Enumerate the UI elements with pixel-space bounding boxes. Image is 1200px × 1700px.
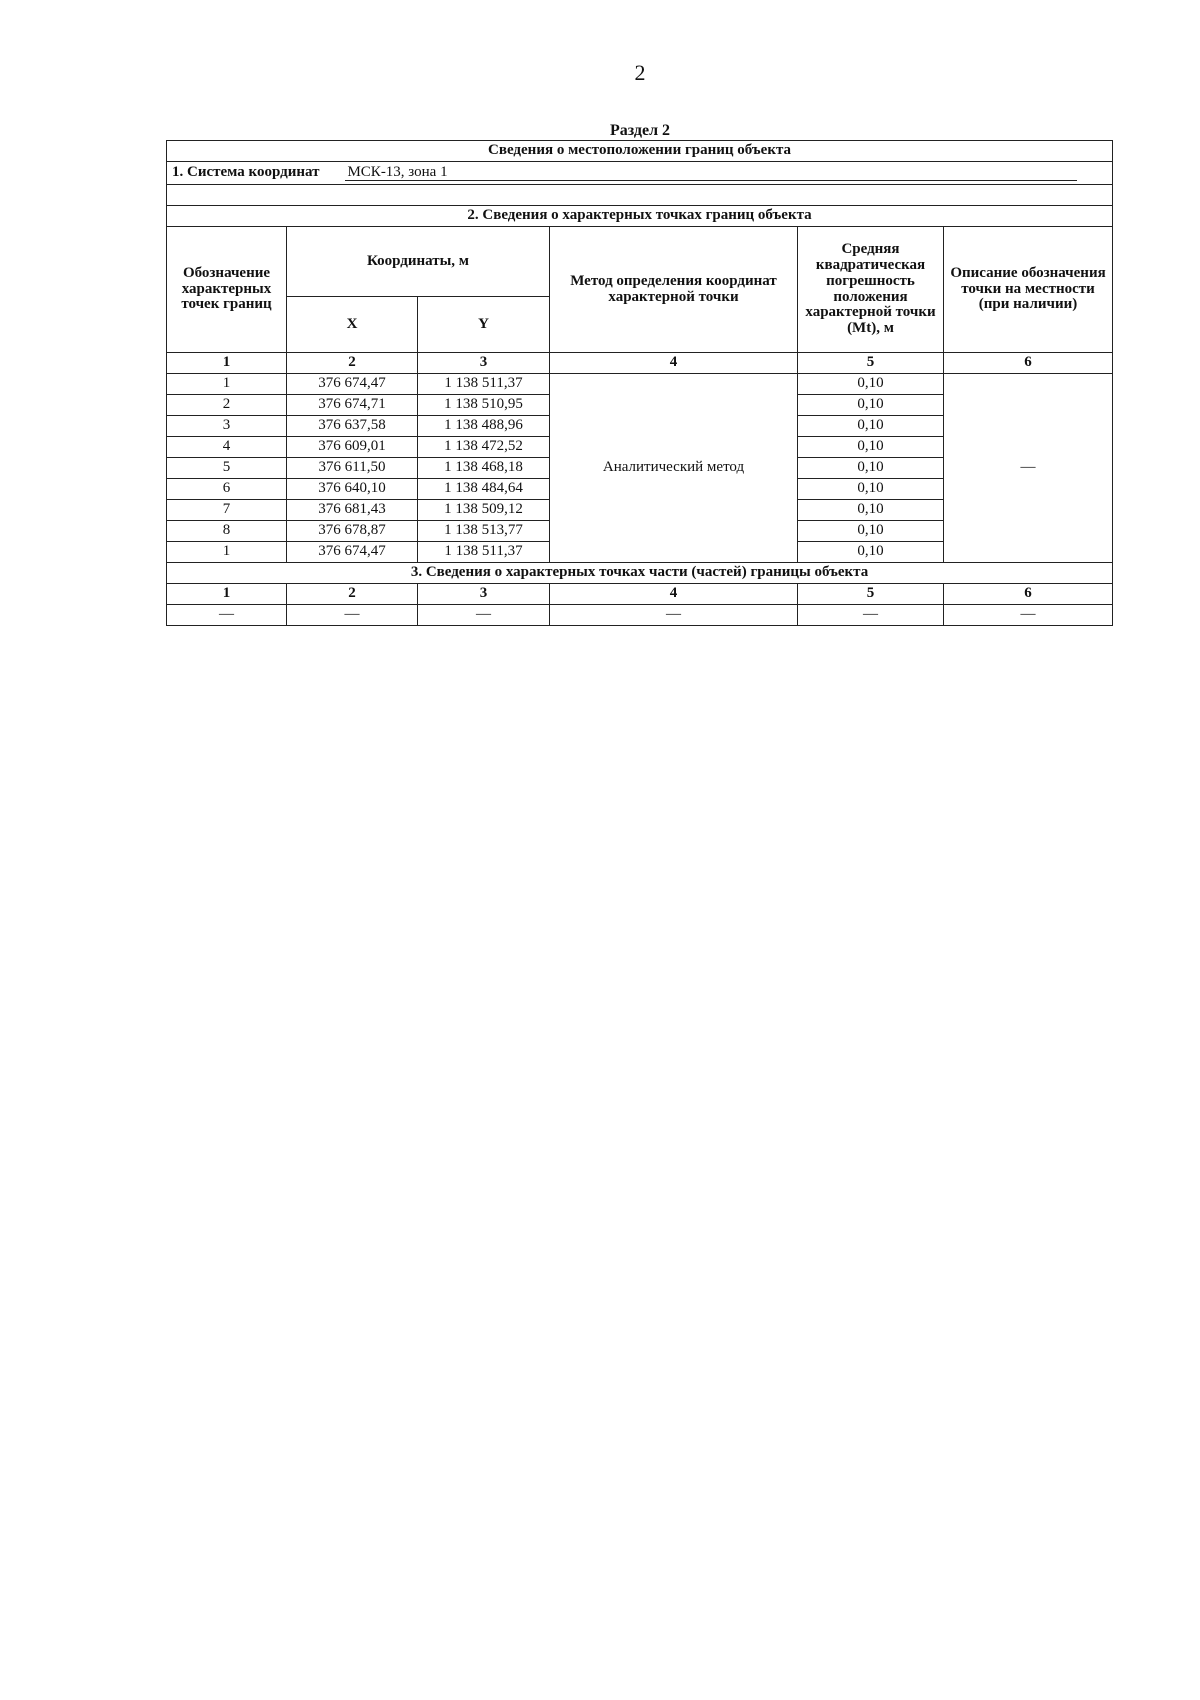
point-cell: 8 bbox=[167, 521, 287, 542]
table-title: Сведения о местоположении границ объекта bbox=[167, 141, 1113, 162]
error-cell: 0,10 bbox=[798, 500, 944, 521]
subsection-3-title: 3. Сведения о характерных точках части (частей) границы объекта bbox=[167, 563, 1113, 584]
x-cell: 376 637,58 bbox=[287, 416, 418, 437]
y-cell: 1 138 511,37 bbox=[418, 374, 550, 395]
column-number: 4 bbox=[550, 584, 798, 605]
x-cell: 376 609,01 bbox=[287, 437, 418, 458]
dash-cell: — bbox=[944, 605, 1113, 626]
header-method: Метод определения координат характерной точки bbox=[550, 227, 798, 353]
point-cell: 7 bbox=[167, 500, 287, 521]
x-cell: 376 611,50 bbox=[287, 458, 418, 479]
column-number: 3 bbox=[418, 584, 550, 605]
dash-cell: — bbox=[798, 605, 944, 626]
column-number: 4 bbox=[550, 353, 798, 374]
spacer-row bbox=[167, 185, 1113, 206]
error-cell: 0,10 bbox=[798, 542, 944, 563]
x-cell: 376 674,47 bbox=[287, 542, 418, 563]
error-cell: 0,10 bbox=[798, 521, 944, 542]
subsection-2-title: 2. Сведения о характерных точках границ объекта bbox=[167, 206, 1113, 227]
header-y: Y bbox=[418, 297, 550, 353]
boundary-table bbox=[166, 140, 1113, 626]
header-point: Обозначение характерных точек границ bbox=[167, 227, 287, 353]
point-cell: 1 bbox=[167, 374, 287, 395]
dash-cell: — bbox=[287, 605, 418, 626]
error-cell: 0,10 bbox=[798, 479, 944, 500]
y-cell: 1 138 509,12 bbox=[418, 500, 550, 521]
y-cell: 1 138 472,52 bbox=[418, 437, 550, 458]
y-cell: 1 138 511,37 bbox=[418, 542, 550, 563]
point-cell: 4 bbox=[167, 437, 287, 458]
table-row bbox=[167, 605, 1113, 626]
header-error: Средняя квадратическая погрешность положения характерной точки (Mt), м bbox=[798, 227, 944, 353]
dash-cell: — bbox=[550, 605, 798, 626]
point-cell: 6 bbox=[167, 479, 287, 500]
column-number: 3 bbox=[418, 353, 550, 374]
error-cell: 0,10 bbox=[798, 437, 944, 458]
y-cell: 1 138 488,96 bbox=[418, 416, 550, 437]
description-cell: — bbox=[944, 374, 1113, 563]
point-cell: 3 bbox=[167, 416, 287, 437]
column-number: 6 bbox=[944, 353, 1113, 374]
page-number: 2 bbox=[634, 60, 646, 85]
column-number: 2 bbox=[287, 584, 418, 605]
column-number: 2 bbox=[287, 353, 418, 374]
point-cell: 2 bbox=[167, 395, 287, 416]
column-number-row bbox=[167, 584, 1113, 605]
column-number: 5 bbox=[798, 584, 944, 605]
error-cell: 0,10 bbox=[798, 395, 944, 416]
header-description: Описание обозначения точки на местности (при наличии) bbox=[944, 227, 1113, 353]
y-cell: 1 138 468,18 bbox=[418, 458, 550, 479]
x-cell: 376 678,87 bbox=[287, 521, 418, 542]
x-cell: 376 640,10 bbox=[287, 479, 418, 500]
point-cell: 5 bbox=[167, 458, 287, 479]
x-cell: 376 674,47 bbox=[287, 374, 418, 395]
column-number: 5 bbox=[798, 353, 944, 374]
error-cell: 0,10 bbox=[798, 458, 944, 479]
x-cell: 376 681,43 bbox=[287, 500, 418, 521]
dash-cell: — bbox=[418, 605, 550, 626]
column-number: 1 bbox=[167, 584, 287, 605]
error-cell: 0,10 bbox=[798, 374, 944, 395]
y-cell: 1 138 513,77 bbox=[418, 521, 550, 542]
header-coords: Координаты, м bbox=[287, 227, 550, 297]
method-cell: Аналитический метод bbox=[550, 374, 798, 563]
header-x: X bbox=[287, 297, 418, 353]
table-row bbox=[167, 374, 1113, 395]
dash-cell: — bbox=[167, 605, 287, 626]
column-number: 6 bbox=[944, 584, 1113, 605]
column-number-row bbox=[167, 353, 1113, 374]
error-cell: 0,10 bbox=[798, 416, 944, 437]
y-cell: 1 138 484,64 bbox=[418, 479, 550, 500]
section-title: Раздел 2 bbox=[609, 122, 671, 139]
coordinate-system-row bbox=[167, 162, 1113, 185]
y-cell: 1 138 510,95 bbox=[418, 395, 550, 416]
x-cell: 376 674,71 bbox=[287, 395, 418, 416]
point-cell: 1 bbox=[167, 542, 287, 563]
coordinate-system-value: МСК-13, зона 1 bbox=[345, 165, 1077, 182]
coordinate-system-label: 1. Система координат bbox=[172, 163, 320, 180]
column-number: 1 bbox=[167, 353, 287, 374]
